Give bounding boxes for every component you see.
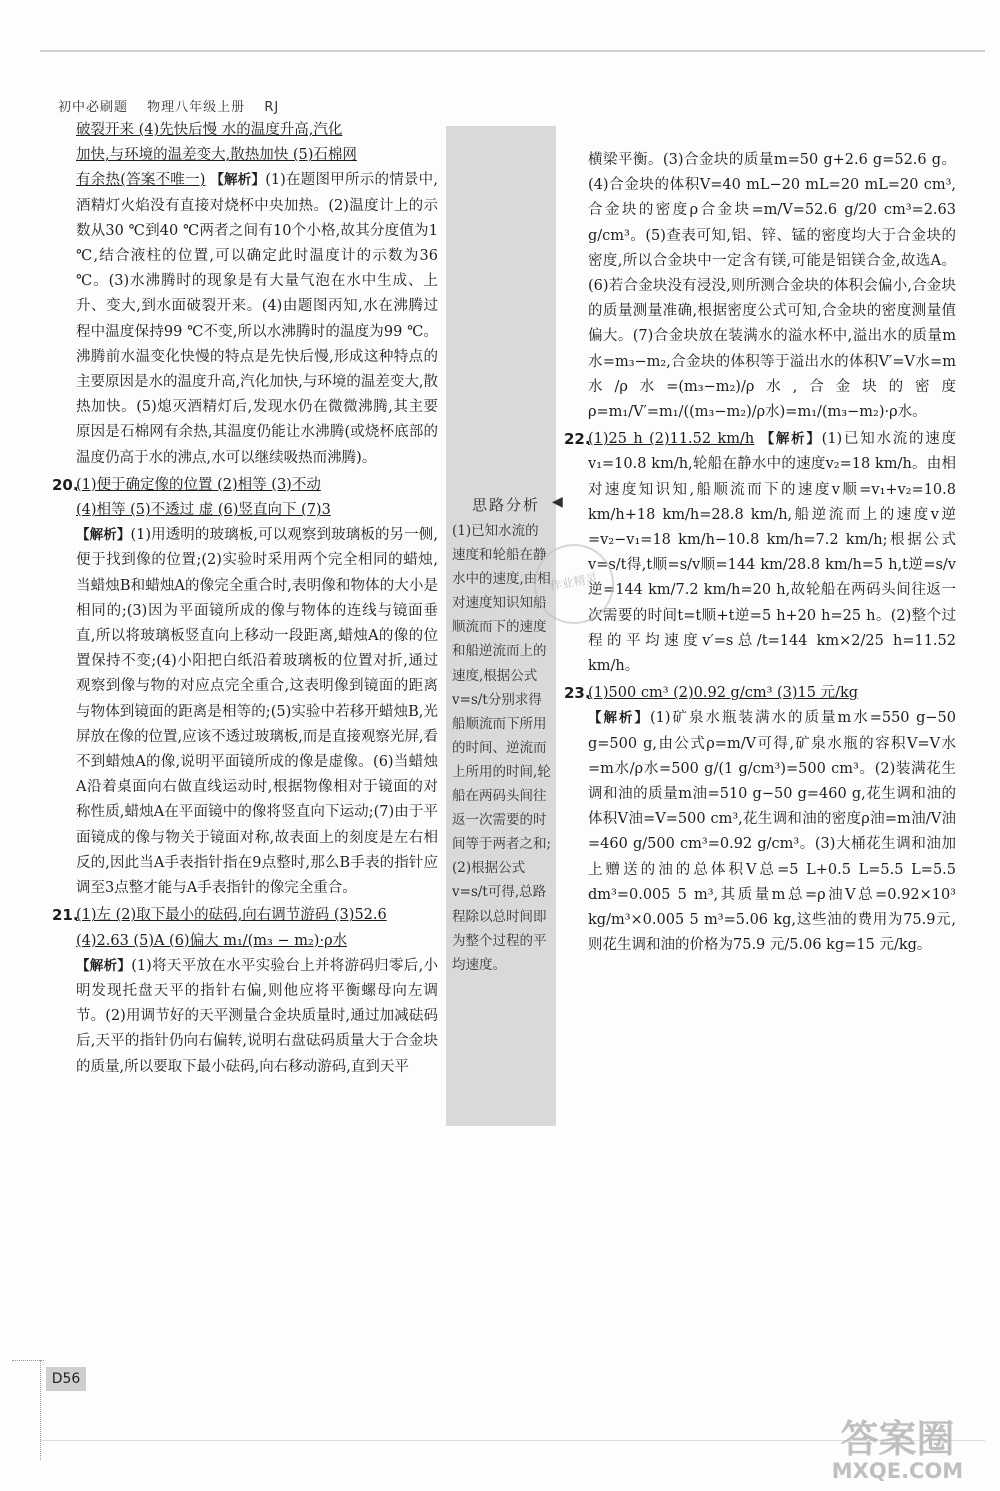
page-number: D56 (46, 1367, 86, 1391)
q19-analysis-text: (1)在题图甲所示的情景中,酒精灯火焰没有直接对烧杯中央加热。(2)温度计上的示数从30 ℃到40 ℃两者之间有10个小格,故其分度值为1 ℃,结合液柱的位置,可以确定此时温度计的示数为36 ℃。(3)水沸腾时的现象是有大量气泡在水中生成、上升、变大,到水面破裂开来。(4)由题图丙知,水在沸腾过程中温度保持99 ℃不变,所以水沸腾时的温度为99 ℃。沸腾前水温变化快慢的特点是先快后慢,形成这种特点的主要原因是水的温度升高,汽化加快,与环境的温差变大,散热加快。(5)熄灭酒精灯后,发现水仍在微微沸腾,其主要原因是石棉网有余热,其温度仍能让水沸腾(或烧杯底部的温度仍高于水的沸点,水可以继续吸热而沸腾)。 (76, 172, 439, 466)
q20-analysis-label: 【解析】 (76, 527, 131, 544)
watermark-stamp: 作业精灵 (528, 538, 621, 631)
left-column (52, 118, 439, 1080)
q19-answer-line-2: 加快,与环境的温差变大,散热加快 (5)石棉网 (76, 147, 357, 164)
q20-answer-line-1: (1)便于确定像的位置 (2)相等 (3)不动 (76, 476, 321, 493)
q21-answer-line-2: (4)2.63 (5)A (6)偏大 (76, 932, 224, 949)
q21-answer-formula: m₁/(m₃ − m₂)·ρ水 (223, 932, 348, 949)
q21-answer-line-1: (1)左 (2)取下最小的砝码,向右调节游码 (3)52.6 (76, 907, 387, 924)
q20-analysis-text: (1)用透明的玻璃板,可以观察到玻璃板的另一侧,便于找到像的位置;(2)实验时采用两个完全相同的蜡烛,当蜡烛B和蜡烛A的像完全重合时,表明像和物体的大小是相同的;(3)因为平面镜所成的像与物体的连线与镜面垂直,所以将玻璃板竖直向上移动一段距离,蜡烛A的像的位置保持不变;(4)小阳把白纸沿着玻璃板的位置对折,通过观察到像与物的对应点完全重合,这表明像到镜面的距离与物体到镜面的距离是相等的;(5)实验中若移开蜡烛B,光屏放在像的位置,应该不透过玻璃板,而是直接观察光屏,看不到蜡烛A的像,说明平面镜所成的像是虚像。(6)当蜡烛A沿着桌面向右做直线运动时,根据物像相对于镜面的对称性质,蜡烛A在平面镜中的像将竖直向下运动;(7)由于平面镜成的像与物关于镜面对称,故表面上的刻度是左右相反的,因此当A手表指针指在9点整时,那么B手表的指针应调至3点整才能与A手表指针的像完全重合。 (76, 527, 438, 897)
sidebar-title: 思路分析 (472, 496, 541, 514)
q21-analysis-continued: 横梁平衡。(3)合金块的质量m=50 g+2.6 g=52.6 g。(4)合金块的体积V=40 mL−20 mL=20 mL=20 cm³,合金块的密度ρ合金块=m/V=52.6 g/20 cm³=2.63 g/cm³。(5)查表可知,铝、锌、锰的密度均大于合金块的密度,所以合金块中一定含有镁,可能是铝镁合金,故选A。(6)若合金块没有浸没,则所测合金块的体积会偏小,合金块的质量测量准确,根据密度公式可知,合金块的密度测量值偏大。(7)合金块放在装满水的溢水杯中,溢出水的质量m水=m₃−m₂,合金块的体积等于溢出水的体积V′=V水=m水/ρ水=(m₃−m₂)/ρ水,合金块的密度ρ=m₁/V′=m₁/((m₃−m₂)/ρ水)=m₁/(m₃−m₂)·ρ水。 (588, 152, 956, 421)
book-subject: 物理八年级上册 (147, 100, 246, 115)
q22-answer: (1)25 h (2)11.52 km/h (588, 431, 755, 448)
q23-answer: (1)500 cm³ (2)0.92 g/cm³ (3)15 元/kg (588, 685, 859, 702)
q20-block (52, 473, 438, 901)
q21-block (52, 903, 439, 1079)
q22-analysis-text: (1)已知水流的速度v₁=10.8 km/h,轮船在静水中的速度v₂=18 km/h。由相对速度知识知,船顺流而下的速度v顺=v₁+v₂=10.8 km/h+18 km/h=28.8 km/h,船逆流而上的速度v逆=v₂−v₁=18 km/h−10.8 km/h=7.2 km/h;根据公式v=s/t得,t顺=s/v顺=144 km/28.8 km/h=5 h,t逆=s/v逆=144 km/7.2 km/h=20 h,故轮船在两码头间往返一次需要的时间t=t顺+t逆=5 h+20 h=25 h。(2)整个过程的平均速度v′=s总/t=144 km×2/25 h=11.52 km/h。 (588, 431, 957, 675)
q20-answer-line-2: (4)相等 (5)不透过 虚 (6)竖直向下 (7)3 (76, 502, 331, 519)
q23-number: 23. (564, 684, 591, 703)
q19-answer-continued (76, 118, 438, 471)
q23-block (564, 681, 957, 958)
q19-answer-line-1: 破裂开来 (4)先快后慢 水的温度升高,汽化 (76, 122, 343, 138)
corner-watermark-logo (815, 1418, 980, 1484)
sidebar-arrow-icon: ◀ (552, 494, 563, 510)
corner-watermark-big: 答案圈 (840, 1417, 955, 1461)
q20-number: 20. (52, 475, 79, 494)
corner-watermark-small: MXQE.COM (831, 1459, 964, 1483)
q21-analysis-text: (1)将天平放在水平实验台上并将游码归零后,小明发现托盘天平的指针右偏,则他应将平衡螺母向左调节。(2)用调节好的天平测量合金块质量时,通过加减砝码后,天平的指针仍向右偏转,说明右盘砝码质量大于合金块的质量,所以要取下最小砝码,向右移动游码,直到天平 (76, 957, 439, 1075)
book-edition: RJ (264, 100, 280, 115)
book-series: 初中必刷题 (58, 100, 129, 115)
q22-analysis-label: 【解析】 (760, 431, 822, 448)
q22-number: 22. (564, 430, 591, 449)
top-rule (40, 50, 985, 52)
footer-dotted-vertical-rule (40, 1360, 42, 1460)
q23-analysis-text: (1)矿泉水瓶装满水的质量m水=550 g−50 g=500 g,由公式ρ=m/V可得,矿泉水瓶的容积V=V水=m水/ρ水=500 g/(1 g/cm³)=500 cm³。(2)装满花生调和油的质量m油=510 g−50 g=460 g,花生调和油的体积V油=V=500 cm³,花生调和油的密度ρ油=m油/V油=460 g/500 cm³=0.92 g/cm³。(3)大桶花生调和油加上赠送的油的总体积V总=5 L+0.5 L=5.5 L=5.5 dm³=0.005 5 m³,其质量m总=ρ油V总=0.92×10³ kg/m³×0.005 5 m³=5.06 kg,这些油的费用为75.9元,则花生调和油的价格为75.9 元/5.06 kg=15 元/kg。 (588, 710, 957, 954)
q23-analysis-label: 【解析】 (588, 710, 650, 727)
q21-number: 21. (52, 906, 79, 925)
q19-analysis-label: 【解析】 (210, 172, 266, 189)
q21-analysis-label: 【解析】 (76, 957, 132, 974)
q19-answer-line-3: 有余热(答案不唯一) (76, 172, 206, 189)
sidebar-text: (1)已知水流的速度和轮船在静水中的速度,由相对速度知识知船顺流而下的速度和船逆流而上的速度,根据公式v=s/t分别求得船顺流而下所用的时间、逆流而上所用的时间,轮船在两码头间往返一次需要的时间等于两者之和;(2)根据公式v=s/t可得,总路程除以总时间即为整个过程的平均速度。 (452, 523, 552, 973)
running-header (58, 96, 293, 115)
